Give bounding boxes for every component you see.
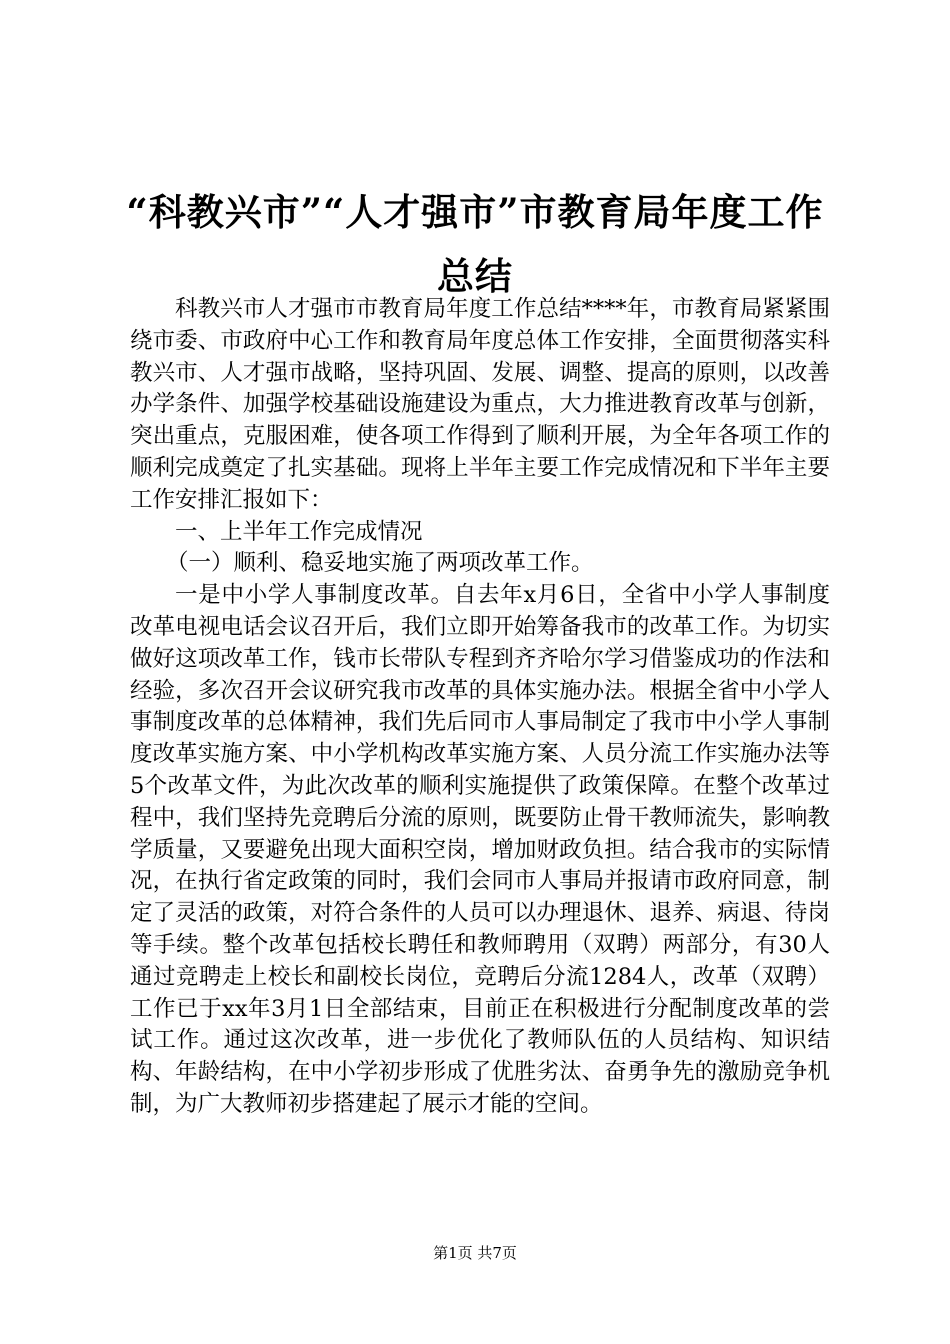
subsection-heading: （一）顺利、稳妥地实施了两项改革工作。 (166, 550, 594, 577)
page-number-footer: 第1页 共7页 (433, 1244, 517, 1262)
body-paragraph: 一是中小学人事制度改革。自去年x月6日，全省中小学人事制度改革电视电话会议召开后，我们立即开始筹备我市的改革工作。为切实做好这项改革工作，钱市长带队专程到齐齐哈尔学习借鉴成功的作法和经验，多次召开会议研究我市改革的具体实施办法。根据全省中小学人事制度改革的总体精神，我们先后同市人事局制定了我市中小学人事制度改革实施方案、中小学机构改革实施方案、人员分流工作实施办法等5个改革文件，为此次改革的顺利实施提供了政策保障。在整个改革过程中，我们坚持先竞聘后分流的原则，既要防止骨干教师流失，影响教学质量，又要避免出现大面积空岗，增加财政负担。结合我市的实际情况，在执行省定政策的同时，我们会同市人事局并报请市政府同意，制定了灵活的政策，对符合条件的人员可以办理退休、退养、病退、待岗等手续。整个改革包括校长聘任和教师聘用（双聘）两部分，有30人通过竞聘走上校长和副校长岗位，竞聘后分流1284人，改革（双聘）工作已于xx年3月1日全部结束，目前正在积极进行分配制度改革的尝试工作。通过这次改革，进一步优化了教师队伍的人员结构、知识结构、年龄结构，在中小学初步形成了优胜劣汰、奋勇争先的激励竞争机制，为广大教师初步搭建起了展示才能的空间。 (130, 582, 830, 1117)
document-body (130, 294, 830, 1121)
section-heading: 一、上半年工作完成情况 (175, 518, 423, 545)
document-title: “科教兴市”“人才强市”市教育局年度工作总结 (126, 190, 824, 298)
intro-paragraph: 科教兴市人才强市市教育局年度工作总结****年，市教育局紧紧围绕市委、市政府中心工作和教育局年度总体工作安排，全面贯彻落实科教兴市、人才强市战略，坚持巩固、发展、调整、提高的原则，以改善办学条件、加强学校基础设施建设为重点，大力推进教育改革与创新，突出重点，克服困难，使各项工作得到了顺利开展，为全年各项工作的顺利完成奠定了扎实基础。现将上半年主要工作完成情况和下半年主要工作安排汇报如下： (130, 296, 830, 513)
